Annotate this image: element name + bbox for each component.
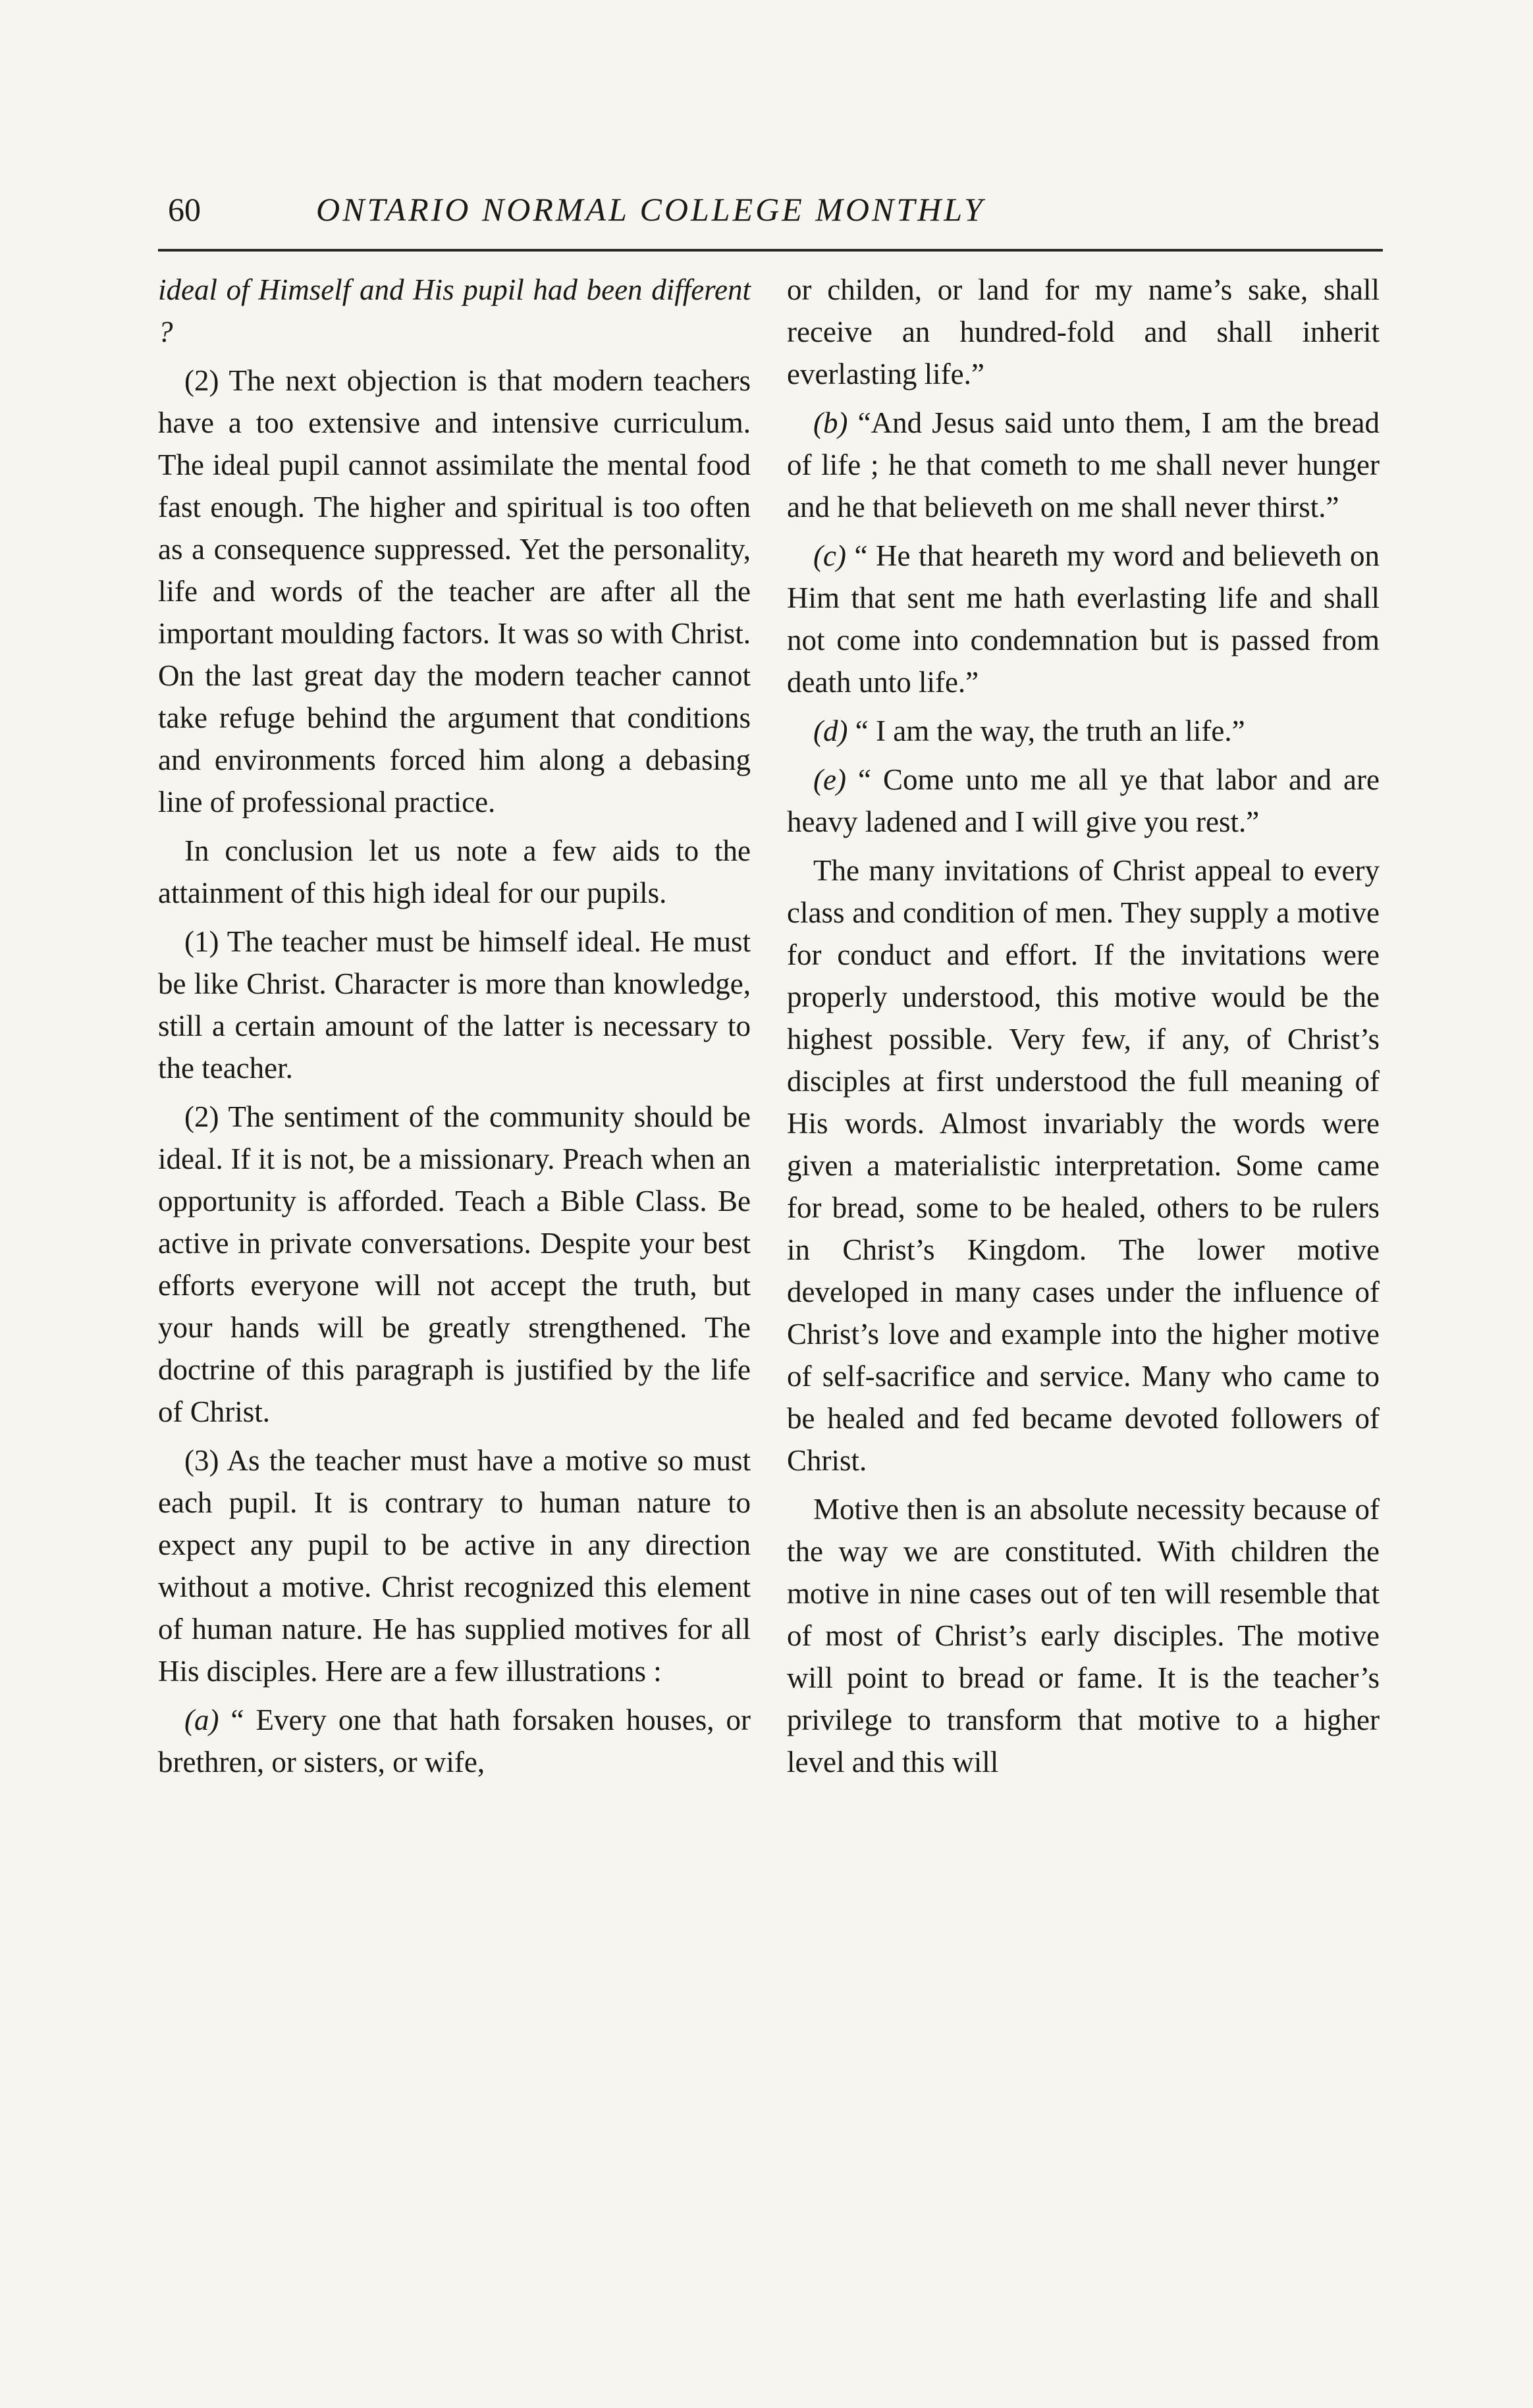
paragraph — [787, 402, 1380, 528]
quote-text: “ Every one that hath forsaken houses, or brethren, or sisters, or wife, — [158, 1703, 751, 1779]
list-label: (b) — [813, 406, 848, 439]
paragraph: The many invitations of Christ appeal to every class and condition of men. They supply a motive for conduct and effort. If the invitations were properly understood, this motive would be the highest possible. Very few, if any, of Christ’s disciples at first understood the full meaning of His words. Almost invariably the words were given a materialistic interpretation. Some came for bread, some to be healed, others to be rulers in Christ’s Kingdom. The lower motive developed in many cases under the influence of Christ’s love and example into the higher motive of self-sacrifice and service. Many who came to be healed and fed became devoted followers of Christ. — [787, 854, 1380, 1477]
paragraph: In conclusion let us note a few aids to the attainment of this high ideal for our pupils. — [158, 834, 751, 909]
page-number: 60 — [168, 191, 201, 228]
paragraph: (2) The next objection is that modern teachers have a too extensive and intensive curriculum. The ideal pupil cannot assimilate the mental food fast enough. The higher and spiritual is too often as a consequence suppressed. Yet the personality, life and words of the teacher are after all the important moulding factors. It was so with Christ. On the last great day the modern teacher cannot take refuge behind the argument that conditions and environments forced him along a debasing line of professional practice. — [158, 364, 751, 818]
right-column — [787, 269, 1380, 1790]
running-title: ONTARIO NORMAL COLLEGE MONTHLY — [316, 191, 985, 228]
list-label: (a) — [184, 1703, 219, 1736]
left-column — [158, 269, 751, 1790]
paragraph: (3) As the teacher must have a motive so must each pupil. It is contrary to human nature to expect any pupil to be active in any direction without a motive. Christ recognized this element of human nature. He has supplied motives for all His disciples. Here are a few illustrations : — [158, 1444, 751, 1688]
paragraph: (1) The teacher must be himself ideal. He must be like Christ. Character is more than knowledge, still a certain amount of the latter is necessary to the teacher. — [158, 925, 751, 1084]
header-rule — [158, 249, 1383, 252]
paragraph: ideal of Himself and His pupil had been different ? — [158, 273, 751, 348]
quote-text: “ I am the way, the truth an life.” — [847, 714, 1245, 747]
list-label: (d) — [813, 714, 848, 747]
list-label: (c) — [813, 539, 846, 572]
paragraph — [787, 759, 1380, 843]
quote-text: “ He that heareth my word and believeth on Him that sent me hath everlasting life and shall not come into condemnation but is passed from death unto life.” — [787, 539, 1380, 699]
paragraph: or childen, or land for my name’s sake, shall receive an hundred-fold and shall inherit everlasting life.” — [787, 273, 1380, 390]
quote-text: “And Jesus said unto them, I am the bread of life ; he that cometh to me shall never hunger and he that believeth on me shall never thirst.” — [787, 406, 1380, 523]
paragraph: Motive then is an absolute necessity because of the way we are constituted. With children the motive in nine cases out of ten will resemble that of most of Christ’s early disciples. The motive will point to bread or fame. It is the teacher’s privilege to transform that motive to a higher level and this will — [787, 1493, 1380, 1779]
paragraph: (2) The sentiment of the community should be ideal. If it is not, be a missionary. Preach when an opportunity is afforded. Teach a Bible Class. Be active in private conversations. Despite your best efforts everyone will not accept the truth, but your hands will be greatly strengthened. The doctrine of this paragraph is justified by the life of Christ. — [158, 1100, 751, 1428]
paragraph — [787, 535, 1380, 703]
paragraph — [787, 710, 1380, 752]
paragraph — [158, 1699, 751, 1783]
list-label: (e) — [813, 763, 846, 796]
page-header — [168, 183, 1386, 236]
quote-text: “ Come unto me all ye that labor and are heavy ladened and I will give you rest.” — [787, 763, 1380, 838]
